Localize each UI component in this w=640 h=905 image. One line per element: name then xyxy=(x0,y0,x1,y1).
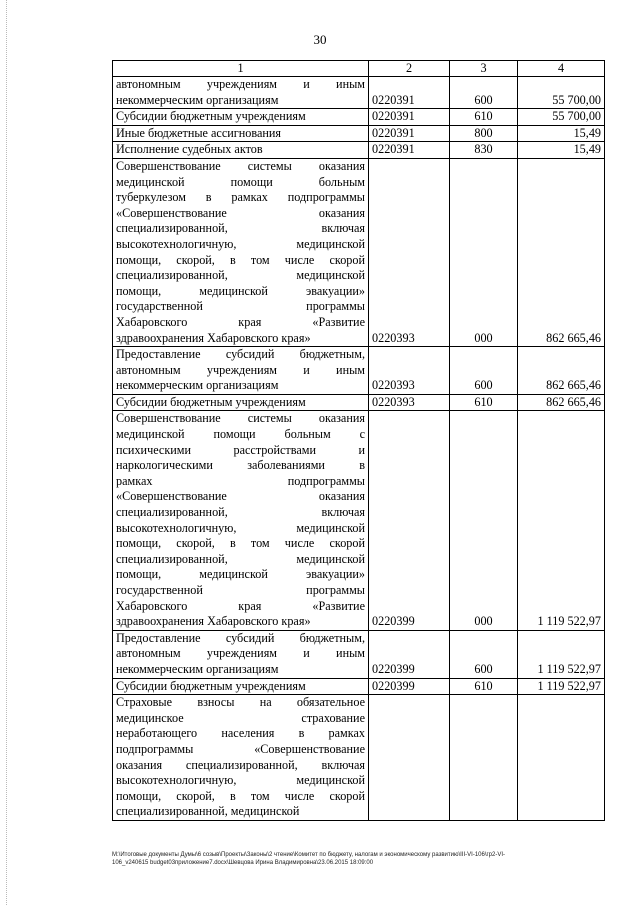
row-name-line: автономным учреждениям и иным xyxy=(116,77,365,91)
column-header: 1 xyxy=(113,61,369,77)
row-name-line: Предоставление субсидий бюджетным, xyxy=(116,630,365,645)
file-path-footer xyxy=(112,851,612,867)
row-name-line: Страховые взносы на обязательное xyxy=(116,695,365,710)
row-name-cell xyxy=(113,77,369,109)
row-name-line: медицинской помощи больным с xyxy=(116,427,365,442)
row-name-line: помощи, скорой, в том числе скорой xyxy=(116,536,365,551)
footer-line: M:\Итоговые документы Думы\6 созыв\Проекты\Законы\2 чтение\Комитет по бюджету, налогам и экономическому развитию\III-VI-106\гр2-VI- xyxy=(112,852,506,858)
table-row xyxy=(113,678,605,695)
row-name-line: «Совершенствование оказания xyxy=(116,489,365,504)
row-name-line: Хабаровского края «Развитие xyxy=(116,598,365,613)
row-sum-cell: 862 665,46 xyxy=(518,347,605,395)
row-expense-type-cell: 600 xyxy=(450,77,518,109)
row-sum-cell: 55 700,00 xyxy=(518,77,605,109)
column-header: 3 xyxy=(450,61,518,77)
table-row xyxy=(113,158,605,346)
row-name-line: Предоставление субсидий бюджетным, xyxy=(116,347,365,362)
row-name-cell xyxy=(113,630,369,678)
table-row xyxy=(113,394,605,411)
row-name-line: помощи, медицинской эвакуации» xyxy=(116,567,365,582)
table-row xyxy=(113,77,605,109)
row-name-line: Иные бюджетные ассигнования xyxy=(116,125,282,140)
row-name-line: специализированной, включая xyxy=(116,221,365,236)
row-name-line: оказания специализированной, включая xyxy=(116,757,365,772)
row-sum-cell xyxy=(518,695,605,821)
row-name-line: здравоохранения Хабаровского края» xyxy=(116,614,311,629)
row-name-line: некоммерческим организациям xyxy=(116,661,279,676)
scan-edge xyxy=(6,0,7,905)
row-code-cell xyxy=(369,695,450,821)
row-name-line: наркологическими заболеваниями в xyxy=(116,458,365,473)
row-code-cell: 0220391 xyxy=(369,142,450,159)
row-code-cell: 0220393 xyxy=(369,158,450,346)
row-name-line: автономным учреждениям и иным xyxy=(116,646,365,661)
row-code-cell: 0220391 xyxy=(369,125,450,142)
row-name-line: Совершенствование системы оказания xyxy=(116,411,365,426)
table-row xyxy=(113,411,605,630)
table-row xyxy=(113,630,605,678)
row-name-line: государственной программы xyxy=(116,583,365,597)
row-name-line: подпрограммы «Совершенствование xyxy=(116,741,365,756)
row-name-cell xyxy=(113,109,369,126)
row-code-cell: 0220393 xyxy=(369,347,450,395)
row-sum-cell: 1 119 522,97 xyxy=(518,411,605,630)
row-code-cell: 0220391 xyxy=(369,77,450,109)
row-name-line: здравоохранения Хабаровского края» xyxy=(116,330,311,345)
row-sum-cell: 15,49 xyxy=(518,125,605,142)
row-name-line: Хабаровского края «Развитие xyxy=(116,314,365,329)
row-sum-cell: 862 665,46 xyxy=(518,158,605,346)
row-expense-type-cell: 800 xyxy=(450,125,518,142)
row-sum-cell: 1 119 522,97 xyxy=(518,630,605,678)
row-name-line: высокотехнологичную, медицинской xyxy=(116,773,365,788)
row-expense-type-cell: 000 xyxy=(450,158,518,346)
row-name-cell xyxy=(113,158,369,346)
row-name-line: туберкулезом в рамках подпрограммы xyxy=(116,190,365,205)
row-name-line: высокотехнологичную, медицинской xyxy=(116,236,365,251)
row-name-line: некоммерческим организациям xyxy=(116,378,279,393)
table-row xyxy=(113,695,605,821)
column-header: 4 xyxy=(518,61,605,77)
table-header-row xyxy=(113,61,605,77)
row-name-line: психическими расстройствами и xyxy=(116,442,365,457)
row-name-line: помощи, скорой, в том числе скорой xyxy=(116,252,365,267)
row-name-line: «Совершенствование оказания xyxy=(116,205,365,220)
row-name-cell xyxy=(113,142,369,159)
table-row xyxy=(113,142,605,159)
row-name-cell xyxy=(113,394,369,411)
table-row xyxy=(113,109,605,126)
table-row xyxy=(113,125,605,142)
row-name-cell xyxy=(113,411,369,630)
row-name-line: медицинской помощи больным xyxy=(116,174,365,189)
table-row xyxy=(113,347,605,395)
row-expense-type-cell xyxy=(450,695,518,821)
row-name-line: Исполнение судебных актов xyxy=(116,142,263,157)
row-expense-type-cell: 610 xyxy=(450,394,518,411)
row-sum-cell: 15,49 xyxy=(518,142,605,159)
row-name-line: специализированной, медицинской xyxy=(116,804,300,819)
row-name-line: некоммерческим организациям xyxy=(116,92,279,107)
row-name-line: Субсидии бюджетным учреждениям xyxy=(116,394,306,409)
row-name-line: неработающего населения в рамках xyxy=(116,726,365,741)
row-name-cell xyxy=(113,678,369,695)
row-name-line: рамках подпрограммы xyxy=(116,473,365,488)
row-code-cell: 0220391 xyxy=(369,109,450,126)
row-expense-type-cell: 000 xyxy=(450,411,518,630)
row-expense-type-cell: 610 xyxy=(450,678,518,695)
row-name-line: высокотехнологичную, медицинской xyxy=(116,520,365,535)
row-name-line: помощи, медицинской эвакуации» xyxy=(116,283,365,298)
row-expense-type-cell: 600 xyxy=(450,347,518,395)
row-sum-cell: 862 665,46 xyxy=(518,394,605,411)
budget-table xyxy=(112,60,605,821)
row-code-cell: 0220399 xyxy=(369,411,450,630)
footer-line: 106_v240615 budget03приложение7.docx\Шевцова Ирина Владимировна\23.06.2015 18:09:00 xyxy=(112,860,374,866)
row-expense-type-cell: 610 xyxy=(450,109,518,126)
row-code-cell: 0220393 xyxy=(369,394,450,411)
row-expense-type-cell: 830 xyxy=(450,142,518,159)
row-name-line: медицинское страхование xyxy=(116,710,365,725)
row-expense-type-cell: 600 xyxy=(450,630,518,678)
budget-table-body xyxy=(113,61,605,821)
row-name-line: Субсидии бюджетным учреждениям xyxy=(116,678,306,693)
row-name-line: специализированной, включая xyxy=(116,505,365,520)
row-name-line: специализированной, медицинской xyxy=(116,551,365,566)
row-name-line: автономным учреждениям и иным xyxy=(116,362,365,377)
row-name-line: Совершенствование системы оказания xyxy=(116,158,365,173)
row-name-line: помощи, скорой, в том числе скорой xyxy=(116,788,365,803)
row-name-cell xyxy=(113,695,369,821)
row-name-line: Субсидии бюджетным учреждениям xyxy=(116,109,306,124)
row-code-cell: 0220399 xyxy=(369,630,450,678)
row-name-line: специализированной, медицинской xyxy=(116,268,365,283)
row-name-cell xyxy=(113,347,369,395)
column-header: 2 xyxy=(369,61,450,77)
row-name-line: государственной программы xyxy=(116,299,365,314)
page-number: 30 xyxy=(313,32,327,47)
row-sum-cell: 1 119 522,97 xyxy=(518,678,605,695)
row-sum-cell: 55 700,00 xyxy=(518,109,605,126)
row-name-cell xyxy=(113,125,369,142)
row-code-cell: 0220399 xyxy=(369,678,450,695)
